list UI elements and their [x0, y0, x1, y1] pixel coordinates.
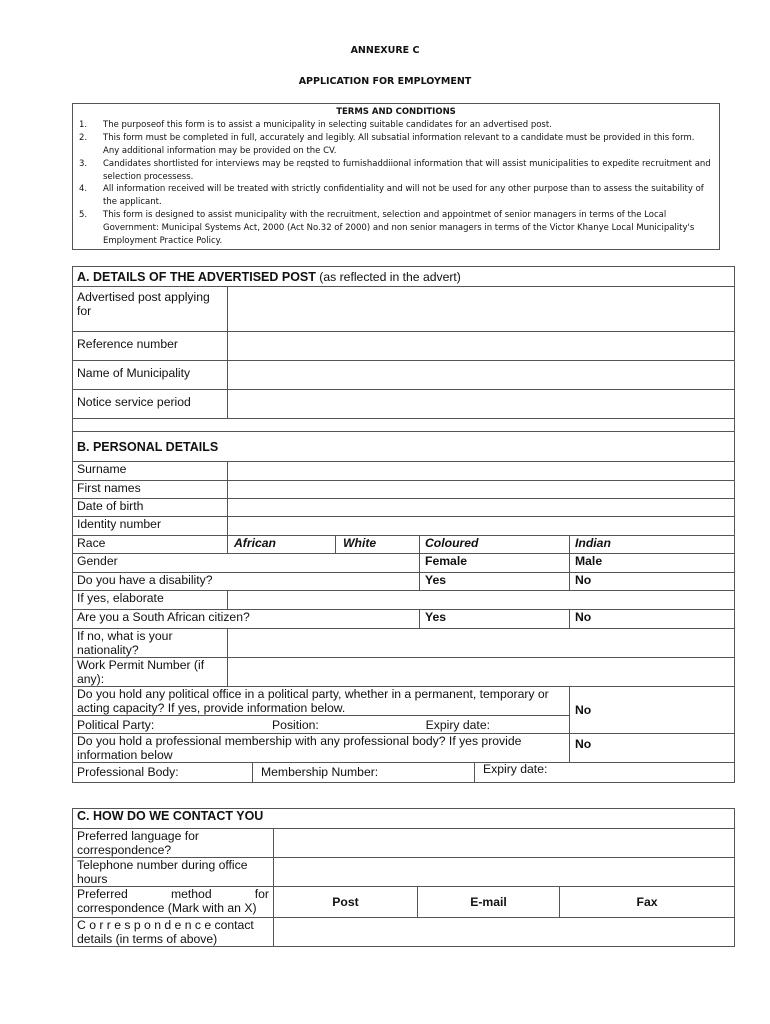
terms-item	[79, 183, 713, 209]
disability-no[interactable]: No	[570, 573, 735, 591]
municipality-name-field[interactable]	[228, 361, 735, 390]
notice-period-label: Notice service period	[73, 390, 228, 419]
disability-yes[interactable]: Yes	[420, 573, 570, 591]
political-details-row	[73, 716, 570, 734]
section-c-table	[72, 808, 735, 947]
telephone-field[interactable]	[274, 858, 735, 887]
terms-item-number: 2.	[79, 132, 88, 143]
language-field[interactable]	[274, 829, 735, 858]
gender-option-male[interactable]: Male	[570, 554, 735, 573]
terms-item-text: This form is designed to assist municipality with the recruitment, selection and appointmet of senior managers in terms of the Local Government: Municipal Systems Act, 2000 (Act No.32 of 2000) and non senior managers in terms of the Victor Khanye Local Municipality's Employment Practice Policy.	[103, 210, 695, 247]
advertised-post-label: Advertised post applying for	[73, 287, 228, 332]
correspondence-contact-label	[73, 918, 274, 947]
contact-line-1: C o r r e s p o n d e n c e contact	[77, 918, 254, 932]
method-option-post[interactable]: Post	[274, 887, 418, 918]
terms-item	[79, 209, 713, 248]
terms-item-text: All information received will be treated with strictly confidentiality and will not be used for any other purpose than to assess the suitability of the applicant.	[103, 184, 704, 208]
terms-item-number: 4.	[79, 184, 88, 195]
terms-item	[79, 119, 713, 132]
citizen-question: Are you a South African citizen?	[73, 610, 420, 629]
annexure-label: ANNEXURE C	[350, 45, 420, 56]
method-line-2: correspondence (Mark with an X)	[77, 901, 257, 915]
section-b-title: B. PERSONAL DETAILS	[77, 439, 219, 454]
terms-item-text: This form must be completed in full, accurately and legibly. All subsatial information relevant to a candidate must be provided in this form. Any additional information may be provided on the CV.	[103, 132, 695, 156]
nationality-label: If no, what is your nationality?	[73, 629, 228, 658]
race-option-coloured[interactable]: Coloured	[420, 536, 570, 554]
section-a-note: (as reflected in the advert)	[315, 269, 461, 284]
political-office-no[interactable]: No	[570, 687, 735, 734]
section-a-header	[73, 267, 735, 287]
professional-details-row	[73, 763, 735, 783]
membership-number-label: Membership Number:	[253, 763, 475, 782]
language-label: Preferred language for correspondence?	[73, 829, 274, 858]
elaborate-field[interactable]	[228, 591, 735, 610]
disability-question: Do you have a disability?	[73, 573, 420, 591]
position-label: Position:	[272, 717, 319, 732]
terms-list	[79, 119, 713, 248]
political-expiry-label: Expiry date:	[425, 717, 490, 732]
terms-title: TERMS AND CONDITIONS	[336, 107, 456, 117]
method-word-1: Preferred	[77, 887, 128, 901]
section-c-title: C. HOW DO WE CONTACT YOU	[77, 809, 264, 823]
method-option-fax[interactable]: Fax	[560, 887, 735, 918]
contact-line-2: details (in terms of above)	[77, 932, 218, 946]
race-option-african[interactable]: African	[228, 536, 336, 554]
citizen-no[interactable]: No	[570, 610, 735, 629]
section-a-table	[72, 266, 735, 432]
id-number-label: Identity number	[73, 517, 228, 536]
terms-box	[72, 103, 720, 250]
nationality-field[interactable]	[228, 629, 735, 658]
section-a-spacer	[73, 419, 735, 432]
section-b-table	[72, 431, 735, 783]
race-label: Race	[73, 536, 228, 554]
reference-number-label: Reference number	[73, 332, 228, 361]
dob-field[interactable]	[228, 499, 735, 517]
race-option-white[interactable]: White	[336, 536, 420, 554]
professional-membership-question: Do you hold a professional membership with any professional body? If yes provide information below	[73, 734, 570, 763]
terms-item-number: 3.	[79, 158, 88, 169]
method-word-3: for	[254, 887, 269, 901]
professional-body-label: Professional Body:	[73, 763, 253, 782]
terms-item-number: 5.	[79, 210, 88, 221]
political-party-label: Political Party:	[77, 717, 155, 732]
citizen-yes[interactable]: Yes	[420, 610, 570, 629]
form-title: APPLICATION FOR EMPLOYMENT	[298, 76, 472, 87]
section-c-header	[73, 809, 735, 829]
professional-membership-no[interactable]: No	[570, 734, 735, 763]
id-number-field[interactable]	[228, 517, 735, 536]
section-b-header	[73, 432, 735, 462]
surname-label: Surname	[73, 462, 228, 481]
notice-period-field[interactable]	[228, 390, 735, 419]
first-names-field[interactable]	[228, 481, 735, 499]
first-names-label: First names	[73, 481, 228, 499]
work-permit-field[interactable]	[228, 658, 735, 687]
correspondence-method-label	[73, 887, 274, 918]
work-permit-label: Work Permit Number (if any):	[73, 658, 228, 687]
advertised-post-field[interactable]	[228, 287, 735, 332]
reference-number-field[interactable]	[228, 332, 735, 361]
surname-field[interactable]	[228, 462, 735, 481]
terms-item-number: 1.	[79, 119, 88, 130]
method-word-2: method	[170, 887, 212, 901]
elaborate-label: If yes, elaborate	[73, 591, 228, 610]
terms-item-text: Candidates shortlisted for interviews may be reqsted to furnishaddiional information that will assist municipalities to expedite recruitment and selection processess.	[103, 158, 711, 182]
dob-label: Date of birth	[73, 499, 228, 517]
correspondence-method-line	[77, 887, 269, 901]
section-a-title: A. DETAILS OF THE ADVERTISED POST	[77, 269, 316, 284]
telephone-label: Telephone number during office hours	[73, 858, 274, 887]
political-office-question: Do you hold any political office in a political party, whether in a permanent, temporary or acting capacity? If yes, provide information below.	[73, 687, 570, 716]
terms-item	[79, 132, 713, 158]
method-option-email[interactable]: E-mail	[418, 887, 560, 918]
terms-item-text: The purposeof this form is to assist a municipality in selecting suitable candidates for an advertised post.	[103, 119, 552, 130]
gender-label: Gender	[73, 554, 420, 573]
gender-option-female[interactable]: Female	[420, 554, 570, 573]
correspondence-contact-field[interactable]	[274, 918, 735, 947]
terms-item	[79, 158, 713, 184]
municipality-name-label: Name of Municipality	[73, 361, 228, 390]
race-option-indian[interactable]: Indian	[570, 536, 735, 554]
professional-expiry-label: Expiry date:	[483, 762, 548, 776]
